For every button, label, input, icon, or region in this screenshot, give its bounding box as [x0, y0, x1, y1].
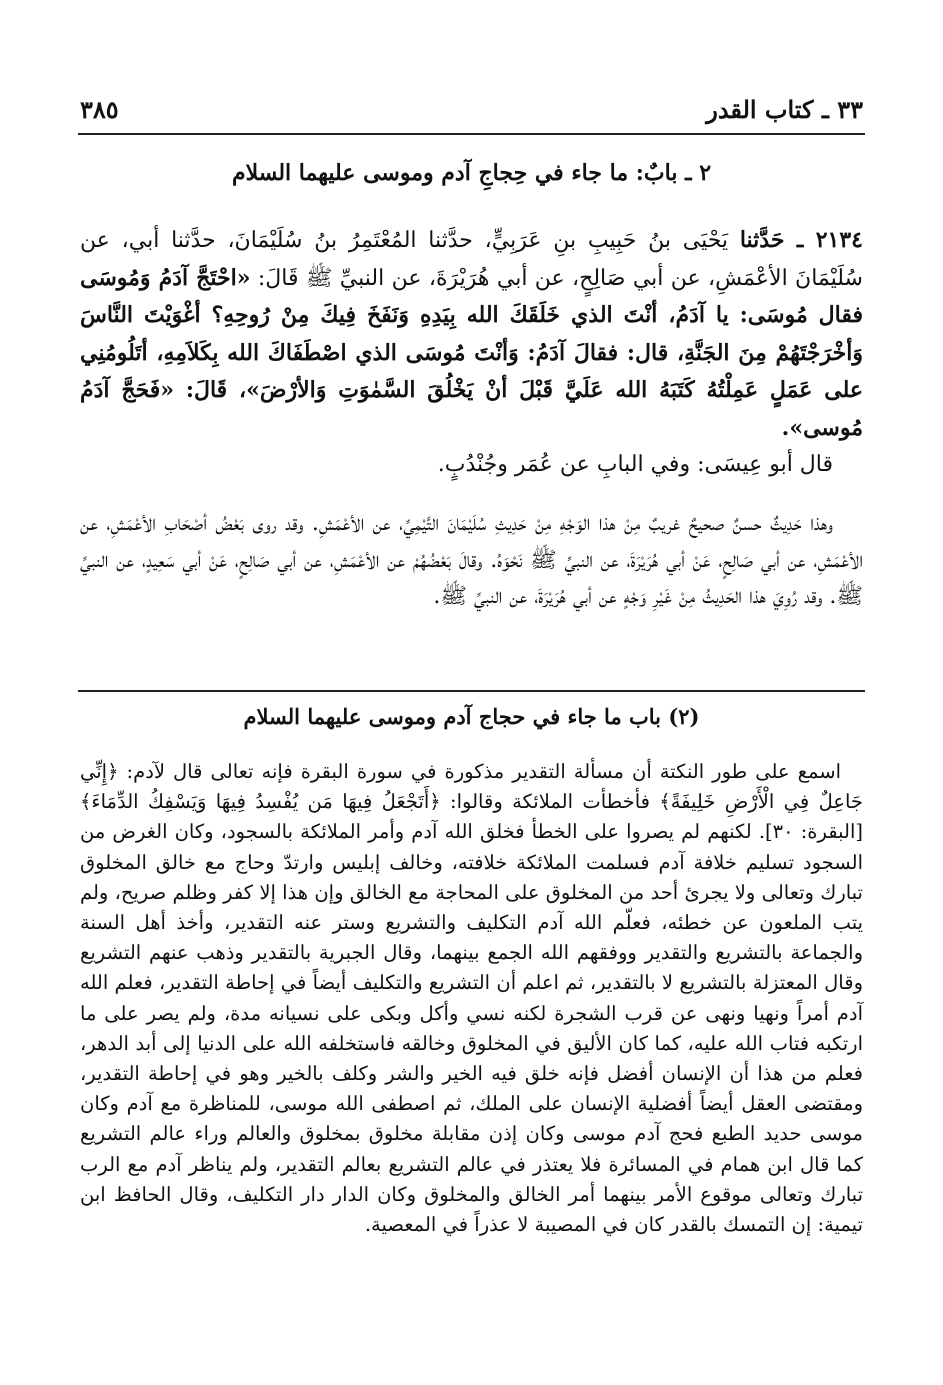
commentary-body: اسمع على طور النكتة أن مسألة التقدير مذكورة في سورة البقرة فإنه تعالى قال لآدم: ﴿إِنِّي جَاعِلٌ فِي الْأَرْضِ خَلِيفَةً﴾ فأخطأت الملائكة وقالوا: ﴿أَتَجْعَلُ فِيهَا مَن يُفْسِدُ فِيهَا وَيَسْفِكُ الدِّمَاءَ﴾ [البقرة: ٣٠]. لكنهم لم يصروا على الخطأ فخلق الله آدم وأمر الملائكة بالسجود، وكان الغرض من السجود تسليم خلافة آدم فسلمت الملائكة خلافته، وخالف إبليس وارتدّ وحاج مع خالق المخلوق تبارك وتعالى ولا يجرئ أحد من المخلوق على المحاجة مع الخالق وإن هذا إلا كفر وظلم صريح، ولم يتب الملعون عن خطئه، فعلّم الله آدم التكليف والتشريع وستر عنه التقدير، وأخذ أهل السنة والجماعة بالتشريع والتقدير ووفقهم الله الجمع بينهما، وقال الجبرية بالتقدير وذهب عنهم التشريع وقال المعتزلة بالتشريع لا بالتقدير، ثم اعلم أن التشريع والتكليف أيضاً في إحاطة التقدير، فعلم الله آدم أمراً ونهيا ونهى عن قرب الشجرة لكنه نسي وأكل وبكى على نسيانه مدة، ولم يصر على ما ارتكبه فتاب الله عليه، كما كان الأليق في المخلوق وخالقه فاستخلفه الله على الدنيا إلى أبد الدهر، فعلم من هذا أن الإنسان أفضل فإنه خلق فيه الخير والشر وكلف بالخير وهو في إحاطة التقدير، ومقتضى العقل أيضاً أفضلية الإنسان على الملك، ثم اصطفى الله موسى، للمناظرة مع آدم وكان موسى حديد الطبع فحج آدم موسى وكان إذن مقابلة مخلوق بمخلوق والعالم وراء عالم التشريع كما قال ابن همام في المسائرة فلا يعتذر في عالم التشريع بعالم التقدير، ولم يناظر آدم مع الرب تبارك وتعالى موقوع الأمر بينهما أمر الخالق والمخلوق وكان الدار دار التكليف، وقال الحافظ ابن تيمية: إن التمسك بالقدر كان في المصيبة لا عذراً في المعصية. — [80, 760, 863, 1237]
page-number: ٣٨٥ — [80, 95, 119, 124]
tirmidhi-comment-1: قال أبو عِيسَى: وفي البابِ عن عُمَر وجُنْدُبٍ. — [437, 452, 833, 477]
running-head — [80, 80, 863, 124]
header-divider — [78, 133, 865, 135]
tirmidhi-comment-2: وهذا حَدِيثٌ حسنٌ صحيحٌ غريبٌ مِنْ هذا الوَجْهِ مِنْ حَدِيثِ سُلَيْمَانَ التَّيْمِيِّ، عن الأعْمَشِ. وقد روى بَعْضُ أصْحَابِ الأعْمَشِ، عن الأعْمَشِ، عن أبي صَالِحٍ، عَنْ أبي هُرَيْرَةَ، عن النبيِّ ﷺ نَحْوَهُ. وقالَ بَعْضُهُمْ عن الأعْمَشِ، عن أبي صَالِحٍ، عَنْ أبي سَعِيدٍ، عن النبيِّ ﷺ. وقد رُوِيَ هذا الحَدِيثُ مِنْ غَيْرِ وَجْهٍ عن أبي هُرَيْرَةَ، عن النبيِّ ﷺ. — [80, 511, 863, 609]
hadith-matn: «احْتَجَّ آدَمُ وَمُوسَى فقال مُوسَى: يا آدَمُ، أنْتَ الذي خَلَقَكَ الله بِيَدِهِ وَنَفَخَ فِيكَ مِنْ رُوحِهِ؟ أغْوَيْتَ النَّاسَ وَأخْرَجْتَهُمْ مِنَ الجَنَّةِ، قال: فقالَ آدَمُ: وَأنْتَ مُوسَى الذي اصْطَفَاكَ الله بِكَلاَمِهِ، أتَلُومُنِي على عَمَلٍ عَمِلْتُهُ كَتَبَهُ الله عَلَيَّ قَبْلَ أنْ يَخْلُقَ السَّمٰوَتِ وَالأرْضَ»، قَالَ: «فَحَجَّ آدَمُ مُوسى». — [80, 264, 863, 441]
hadith-number: ٢١٣٤ ـ حَدَّثنا — [739, 227, 863, 253]
chapter-title: ٢ ـ بابٌ: ما جاء في حِجاجِ آدم وموسى عليهما السلام — [231, 160, 712, 186]
hadith-text — [80, 222, 863, 447]
commentary-divider — [78, 690, 865, 692]
commentary-title: (٢) باب ما جاء في حجاج آدم وموسى عليهما السلام — [243, 704, 700, 729]
hadith-isnad: يَحْيَى بنُ حَبِيبِ بنِ عَرَبِيٍّ، حدَّثنا المُعْتَمِرُ بنُ سُلَيْمَانَ، حدَّثنا أبي، عن سُلَيْمَانَ الأعْمَشِ، عن أبي صَالِحٍ، عن أبي هُرَيْرَةَ، عن النبيِّ ﷺ قَالَ: — [80, 228, 863, 291]
chapter-heading: ٣٣ ـ كتاب القدر — [706, 95, 863, 124]
